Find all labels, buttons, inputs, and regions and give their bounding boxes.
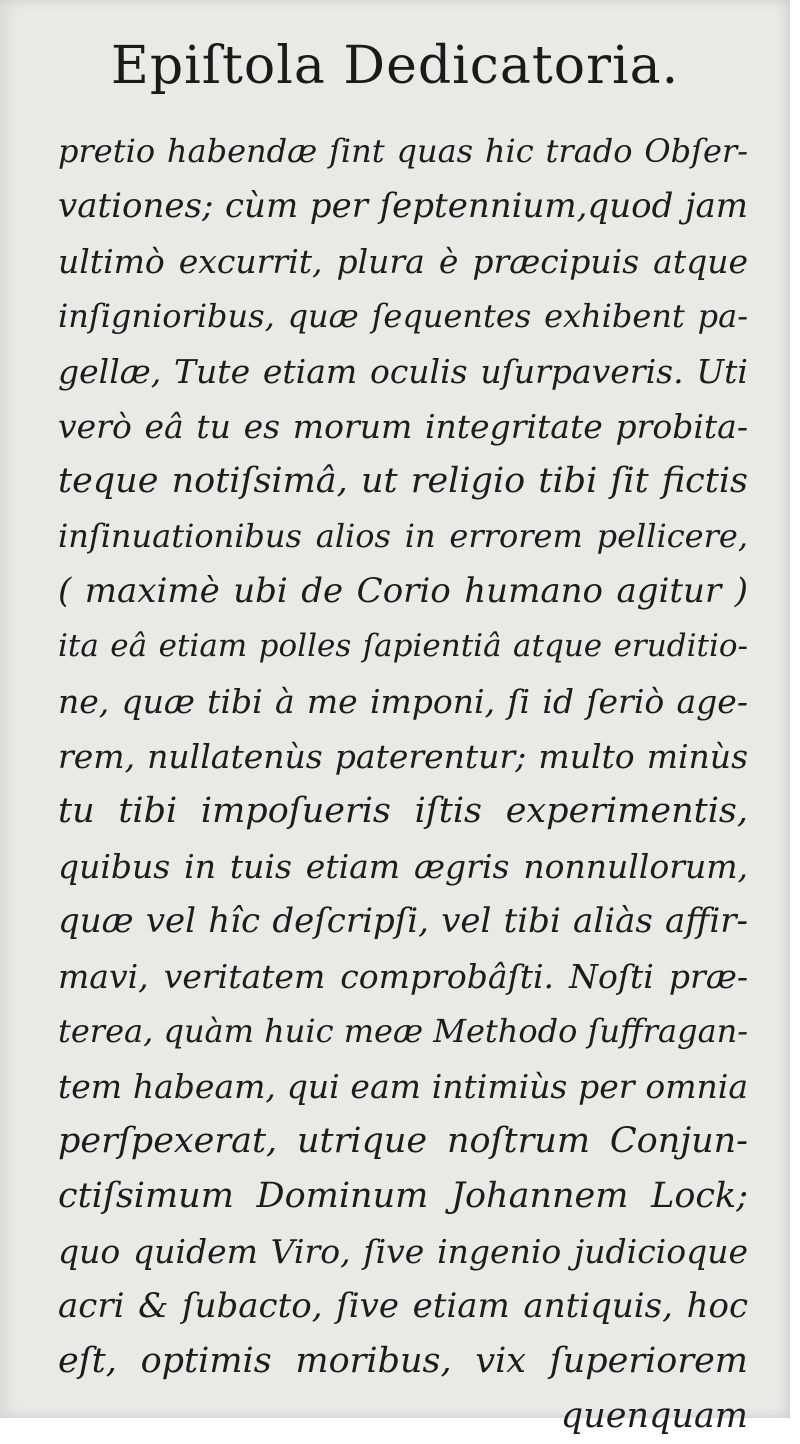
catchword: quenquam: [560, 1396, 748, 1436]
text-line: terea, quàm huic meæ Methodo ſuffragan-: [58, 1012, 749, 1050]
text-line: inſignioribus, quæ ſequentes exhibent pa-: [58, 297, 748, 335]
text-line: acri & ſubacto, ſive etiam antiquis, hoc: [58, 1286, 748, 1326]
text-line: quibus in tuis etiam ægris nonnullorum,: [58, 847, 748, 886]
text-line: perſpexerat, utrique noſtrum Conjun-: [58, 1121, 748, 1161]
text-line: vationes; cùm per ſeptennium,quod jam: [58, 186, 748, 226]
text-line: eſt, optimis moribus, vix ſuperiorem: [58, 1341, 748, 1381]
text-line: ne, quæ tibi à me imponi, ſi id ſeriò age-: [58, 682, 748, 721]
text-line: quæ vel hîc deſcripſi, vel tibi aliàs affir-: [58, 901, 748, 941]
text-line: teque notiſsimâ, ut religio tibi ſit fictis: [58, 461, 748, 501]
dedication-text-block: [58, 124, 748, 1444]
text-line: pretio habendæ ſint quas hic trado Obſer-: [58, 132, 748, 170]
text-line: quo quidem Viro, ſive ingenio judicioque: [58, 1232, 748, 1271]
text-line: ctiſsimum Dominum Johannem Lock;: [58, 1176, 748, 1216]
text-line: rem, nullatenùs paterentur; multo minùs: [58, 737, 748, 776]
page-heading: Epiſtola Dedicatoria.: [110, 36, 680, 96]
text-line: tu tibi impoſueris iſtis experimentis,: [58, 791, 748, 831]
text-line: gellæ, Tute etiam oculis uſurpaveris. Uti: [58, 352, 748, 391]
text-line: ultimò excurrit, plura è præcipuis atque: [58, 242, 748, 281]
text-line: ita eâ etiam polles ſapientiâ atque eruditio-: [58, 628, 748, 664]
text-line: mavi, veritatem comprobâſti. Noſti præ-: [58, 957, 748, 996]
text-line: tem habeam, qui eam intimiùs per omnia: [58, 1067, 748, 1106]
text-line: verò eâ tu es morum integritate probita-: [58, 407, 748, 446]
text-line: inſinuationibus alios in errorem pellicere,: [58, 517, 748, 555]
page-edge-margin: [790, 0, 800, 1418]
text-line: ( maximè ubi de Corio humano agitur ): [58, 571, 748, 611]
